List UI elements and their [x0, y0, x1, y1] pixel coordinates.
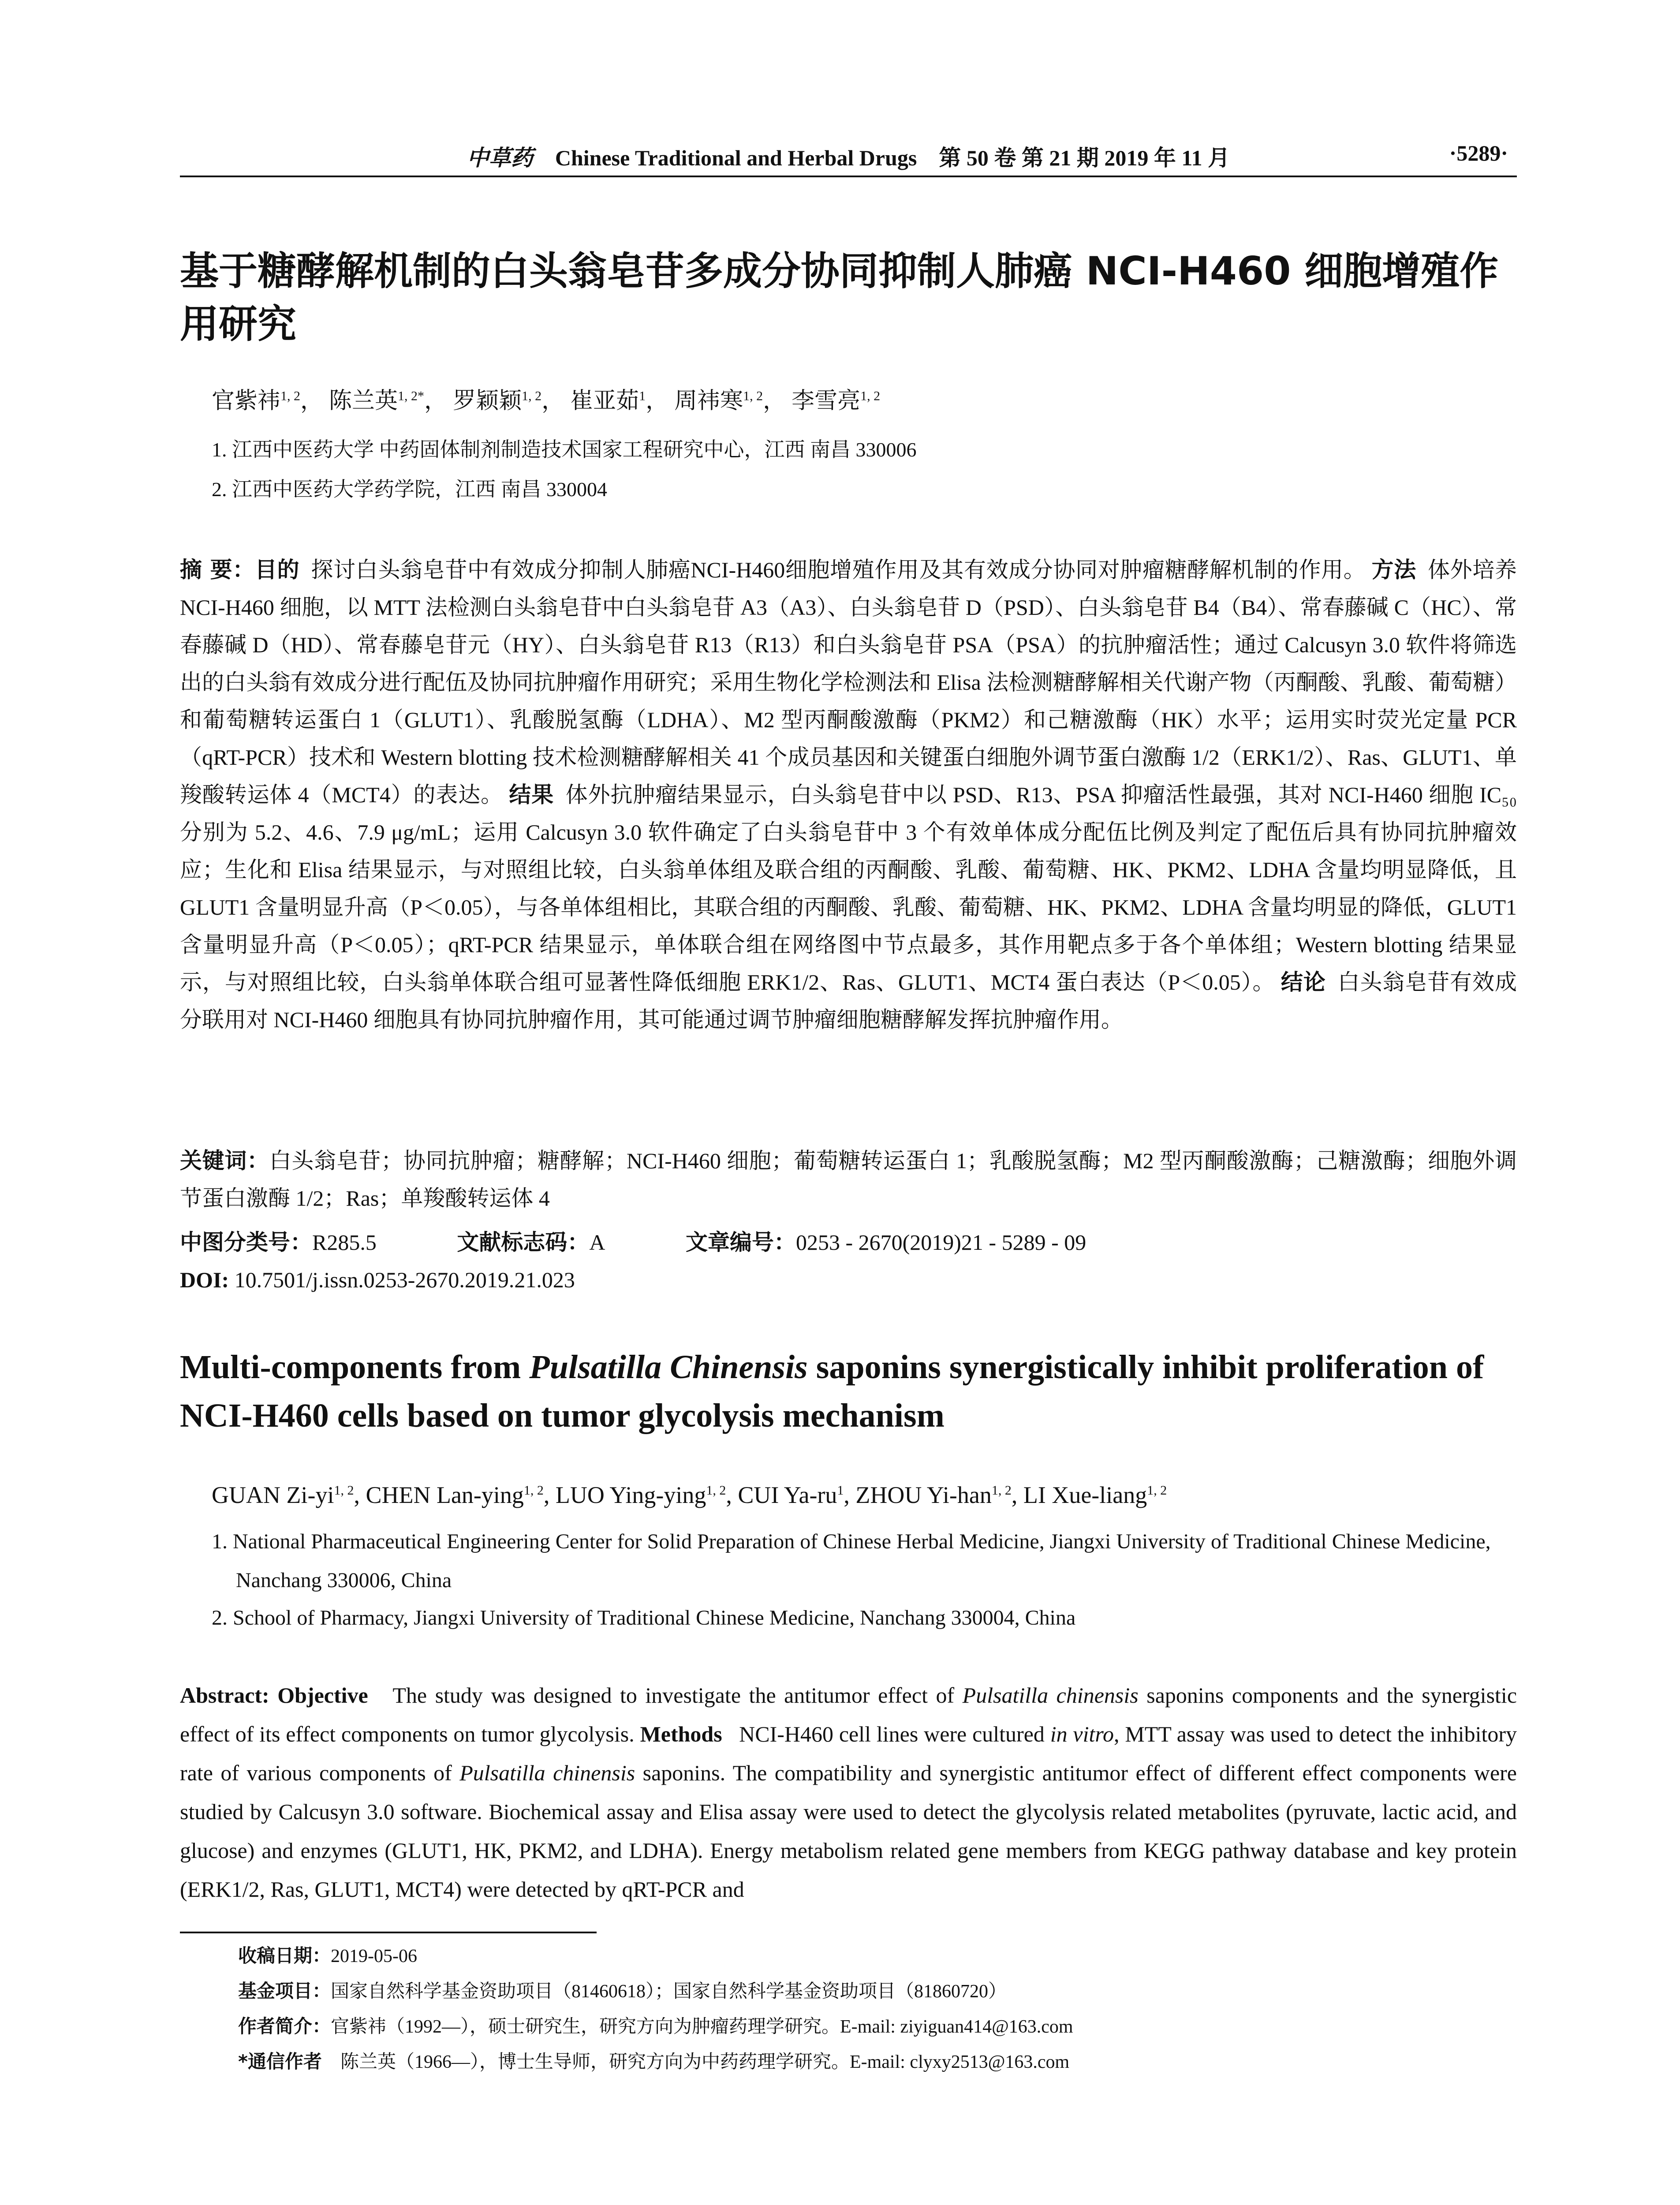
methods-en-label: Methods [640, 1722, 722, 1746]
footnote-corresponding: *通信作者 陈兰英（1966—），博士生导师，研究方向为中药药理学研究。E-mail: clyxy2513@163.com [238, 2051, 1070, 2072]
author-en: LI Xue-liang$^{1, 2}$ [1023, 1482, 1167, 1508]
author-cn: 崔亚茹$^1$， [570, 389, 669, 414]
author-en: GUAN Zi-yi$^{1, 2}$, [212, 1482, 366, 1508]
footnote-received: 收稿日期：2019-05-06 [238, 1945, 417, 1966]
keywords-cn [180, 1142, 1517, 1217]
title-en: Multi-components from Pulsatilla Chinensis saponins synergistically inhibit proliferation of NCI-H460 cells based on tumor glycolysis mechanism [180, 1349, 1484, 1434]
affiliation-cn-2: 2. 江西中医药大学药学院，江西 南昌 330004 [212, 478, 607, 501]
running-header [180, 140, 1517, 171]
article-number: 文章编号：0253 - 2670(2019)21 - 5289 - 09 [685, 1230, 1086, 1255]
objective-label: 目的 [254, 557, 300, 583]
keywords-label: 关键词： [180, 1148, 269, 1174]
author-en: LUO Ying-ying$^{1, 2}$, [555, 1482, 738, 1508]
author-en: ZHOU Yi-han$^{1, 2}$, [855, 1482, 1023, 1508]
author-cn: 官紫祎$^{1, 2}$， [212, 389, 324, 414]
doi-label: DOI: [180, 1267, 229, 1292]
footnote-funding: 基金项目：国家自然科学基金资助项目（81460618）；国家自然科学基金资助项目（81860720） [238, 1980, 1007, 2002]
affiliation-en-1: 1. National Pharmaceutical Engineering Center for Solid Preparation of Chinese Herbal Medicine, Jiangxi University of Traditional Chinese Medicine, Nanchang 330006, China [212, 1530, 1491, 1592]
doi-value[interactable]: 10.7501/j.issn.0253-2670.2019.21.023 [234, 1267, 575, 1292]
title-cn: 基于糖酵解机制的白头翁皂苷多成分协同抑制人肺癌 NCI-H460 细胞增殖作用研究 [180, 248, 1499, 347]
document-code: 文献标志码：A [457, 1230, 605, 1255]
author-cn: 罗颖颖$^{1, 2}$， [453, 389, 565, 414]
affiliation-en-2: 2. School of Pharmacy, Jiangxi University of Traditional Chinese Medicine, Nanchang 330004, China [212, 1606, 1076, 1629]
author-cn: 陈兰英$^{1, 2*}$， [329, 389, 448, 414]
abstract-en: Abstract: Objective The study was designed to investigate the antitumor effect of Pulsatilla chinensis saponins components and the synergistic effect of its effect components on tumor glycolysis. Methods NCI-H460 cell lines were cultured in vitro, MTT assay was used to detect the inhibitory rate of various components of Pulsatilla chinensis saponins. The compatibility and synergistic antitumor effect of different effect components were studied by Calcusyn 3.0 software. Biochemical assay and Elisa assay were used to detect the glycolysis related metabolites (pyruvate, lactic acid, and glucose) and enzymes (GLUT1, HK, PKM2, and LDHA). Energy metabolism related gene members from KEGG pathway database and key protein (ERK1/2, Ras, GLUT1, MCT4) were detected by qRT-PCR and [180, 1683, 1517, 1902]
abstract-en-label: Abstract: Objective [180, 1683, 368, 1708]
affiliation-cn-1: 1. 江西中医药大学 中药固体制剂制造技术国家工程研究中心，江西 南昌 330006 [212, 438, 917, 461]
methods-label: 方法 [1371, 557, 1416, 583]
conclusion-label: 结论 [1281, 969, 1326, 995]
abstract-cn-label: 摘 要： [180, 557, 255, 583]
authors-cn [212, 386, 880, 417]
objective-text: 探讨白头翁皂苷中有效成分抑制人肺癌NCI-H460细胞增殖作用及其有效成分协同对肿瘤糖酵解机制的作用。 [311, 557, 1366, 582]
footnote-author-bio: 作者简介：官紫祎（1992—），硕士研究生，研究方向为肿瘤药理学研究。E-mail: ziyiguan414@163.com [238, 2015, 1073, 2037]
authors-en [212, 1480, 1167, 1510]
clc-number: 中图分类号：R285.5 [180, 1230, 377, 1255]
author-cn: 周祎寒$^{1, 2}$， [674, 389, 786, 414]
classification-line [180, 1224, 1517, 1261]
results-text: 体外抗肿瘤结果显示，白头翁皂苷中以 PSD、R13、PSA 抑瘤活性最强，其对 NCI-H460 细胞 IC₅₀ 分别为 5.2、4.6、7.9 μg/mL；运用 Calcusyn 3.0 软件确定了白头翁皂苷中 3 个有效单体成分配伍比例及判定了配伍后具有协同抗肿瘤效应；生化和 Elisa 结果显示，与对照组比较，白头翁单体组及联合组的丙酮酸、乳酸、葡萄糖、HK、PKM2、LDHA 含量均明显降低，且 GLUT1 含量明显升高（P＜0.05），与各单体组相比，其联合组的丙酮酸、乳酸、葡萄糖、HK、PKM2、LDHA 含量均明显的降低，GLUT1 含量明显升高（P＜0.05）；qRT-PCR 结果显示，单体联合组在网络图中节点最多，其作用靶点多于各个单体组；Western blotting 结果显示，与对照组比较，白头翁单体联合组可显著性降低细胞 ERK1/2、Ras、GLUT1、MCT4 蛋白表达（P＜0.05）。 [180, 782, 1517, 994]
author-cn: 李雪亮$^{1, 2}$ [791, 389, 881, 414]
header-rule [180, 176, 1517, 177]
footnote-rule [180, 1932, 597, 1933]
doi-line [180, 1261, 575, 1299]
keywords-text: 白头翁皂苷；协同抗肿瘤；糖酵解；NCI-H460 细胞；葡萄糖转运蛋白 1；乳酸脱氢酶；M2 型丙酮酸激酶；己糖激酶；细胞外调节蛋白激酶 1/2；Ras；单羧酸转运体 4 [180, 1148, 1517, 1211]
author-en: CUI $Ya-ru^1$, [738, 1482, 856, 1508]
page-number: ·5289· [1449, 141, 1508, 165]
abstract-cn [180, 551, 1517, 1039]
journal-name-cn: 中草药 [467, 145, 533, 171]
journal-info [180, 140, 1517, 172]
conclusion-text: 白头翁皂苷有效成分联用对 NCI-H460 细胞具有协同抗肿瘤作用，其可能通过调节肿瘤细胞糖酵解发挥抗肿瘤作用。 [180, 970, 1517, 1032]
journal-name-en: Chinese Traditional and Herbal Drugs [555, 146, 917, 170]
author-en: CHEN Lan-ying$^{1, 2}$, [366, 1482, 556, 1508]
methods-text: 体外培养 NCI-H460 细胞，以 MTT 法检测白头翁皂苷中白头翁皂苷 A3（A3）、白头翁皂苷 D（PSD）、白头翁皂苷 B4（B4）、常春藤碱 C（HC）、常春藤碱 D（HD）、常春藤皂苷元（HY）、白头翁皂苷 R13（R13）和白头翁皂苷 PSA（PSA）的抗肿瘤活性；通过 Calcusyn 3.0 软件将筛选出的白头翁有效成分进行配伍及协同抗肿瘤作用研究；采用生物化学检测法和 Elisa 法检测糖酵解相关代谢产物（丙酮酸、乳酸、葡萄糖）和葡萄糖转运蛋白 1（GLUT1）、乳酸脱氢酶（LDHA）、M2 型丙酮酸激酶（PKM2）和己糖激酶（HK）水平；运用实时荧光定量 PCR（qRT-PCR）技术和 Western blotting 技术检测糖酵解相关 41 个成员基因和关键蛋白细胞外调节蛋白激酶 1/2（ERK1/2）、Ras、GLUT1、单羧酸转运体 4（MCT4）的表达。 [180, 557, 1517, 807]
results-label: 结果 [509, 782, 554, 807]
journal-issue: 第 50 卷 第 21 期 2019 年 11 月 [939, 146, 1230, 170]
